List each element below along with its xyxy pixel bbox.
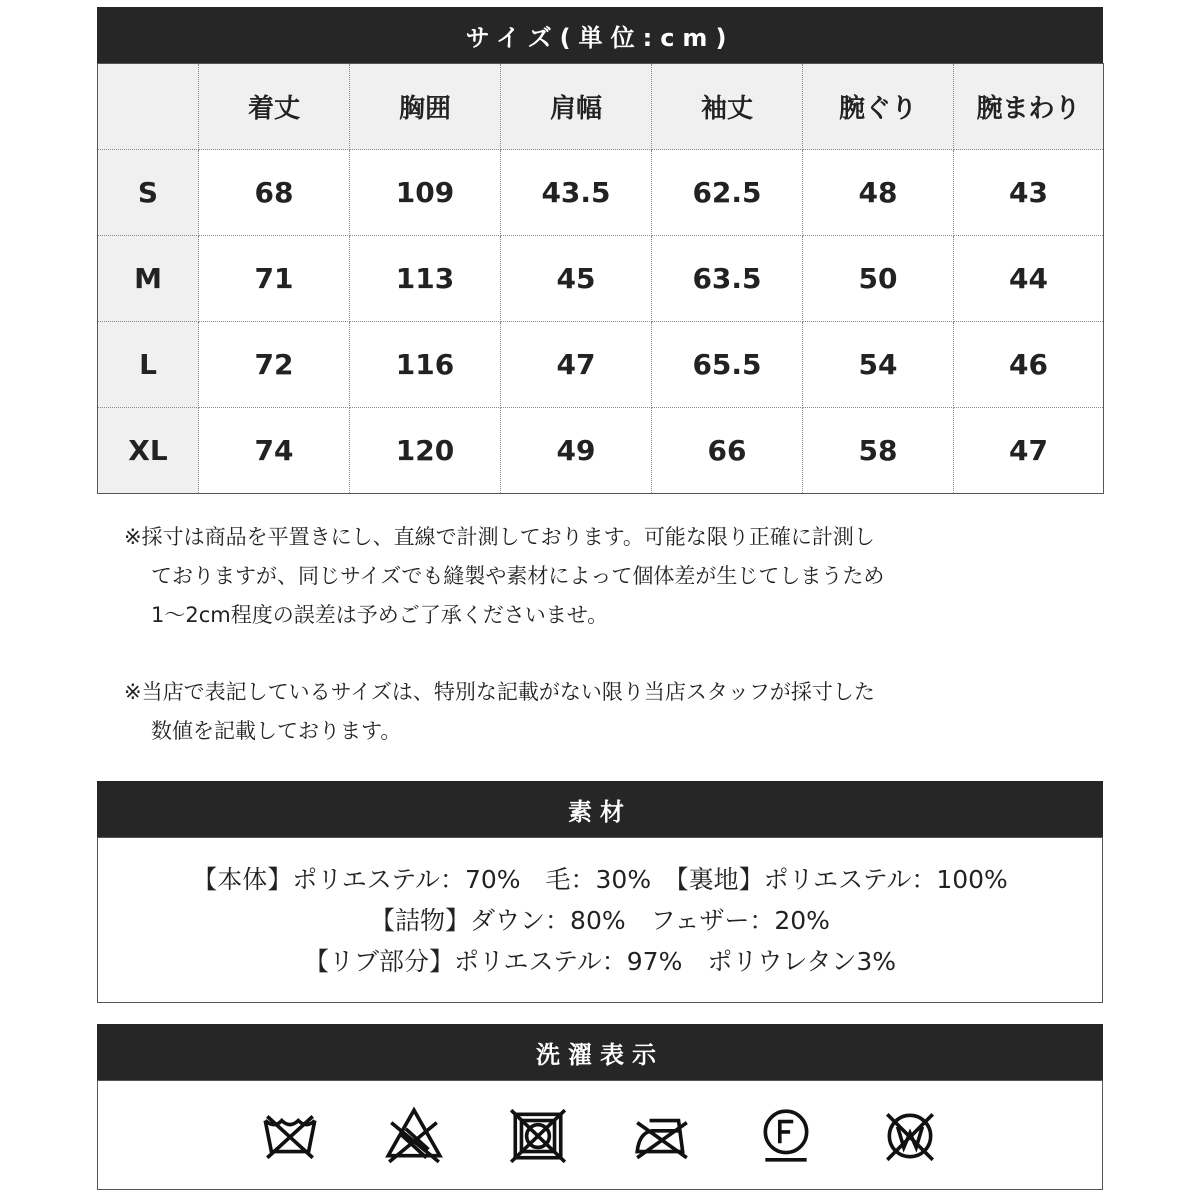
note-line: ※採寸は商品を平置きにし、直線で計測しております。可能な限り正確に計測し [124,525,875,549]
table-row [98,236,1104,322]
table-row [98,408,1104,494]
table-cell: 71 [199,236,350,322]
size-table [97,63,1104,494]
column-header: 肩幅 [501,64,652,150]
material-line: 【リブ部分】ポリエステル：97% ポリウレタン3% [304,946,896,976]
column-header: 腕ぐり [803,64,954,150]
table-cell: 47 [954,408,1104,494]
table-cell: 116 [350,322,501,408]
no-wash-icon [231,1100,349,1170]
care-box [97,1080,1103,1190]
size-note [124,673,1024,751]
column-header: 胸囲 [350,64,501,150]
table-cell: 113 [350,236,501,322]
table-cell: 48 [803,150,954,236]
table-cell: 43.5 [501,150,652,236]
table-cell: 62.5 [652,150,803,236]
table-cell: 66 [652,408,803,494]
column-header: 袖丈 [652,64,803,150]
no-tumble-dry-icon [479,1100,597,1170]
table-cell: 109 [350,150,501,236]
table-cell: 58 [803,408,954,494]
no-iron-icon [603,1100,721,1170]
table-cell: 50 [803,236,954,322]
note-line: 1～2cm程度の誤差は予めご了承くださいませ。 [151,603,609,627]
table-cell: 72 [199,322,350,408]
no-wet-clean-icon [851,1100,969,1170]
material-line: 【詰物】ダウン：80% フェザー：20% [370,905,830,935]
material-section-title: 素材 [97,781,1103,837]
table-cell: 46 [954,322,1104,408]
material-box [97,837,1103,1003]
table-row [98,322,1104,408]
column-header: 着丈 [199,64,350,150]
note-line: 数値を記載しております。 [151,719,402,743]
column-header: 腕まわり [954,64,1104,150]
size-label: M [98,236,199,322]
table-row [98,150,1104,236]
no-bleach-icon [355,1100,473,1170]
table-cell: 44 [954,236,1104,322]
care-section-title: 洗濯表示 [97,1024,1103,1080]
table-cell: 43 [954,150,1104,236]
table-cell: 74 [199,408,350,494]
table-cell: 120 [350,408,501,494]
size-label: XL [98,408,199,494]
size-label: S [98,150,199,236]
note-line: ておりますが、同じサイズでも縫製や素材によって個体差が生じてしまうため [151,564,885,588]
table-cell: 49 [501,408,652,494]
material-line: 【本体】ポリエステル：70% 毛：30% 【裏地】ポリエステル：100% [192,864,1008,894]
table-cell: 54 [803,322,954,408]
table-cell: 65.5 [652,322,803,408]
size-section-title: サイズ(単位:cm) [97,7,1103,63]
table-header-row [98,64,1104,150]
measurement-note [124,518,1024,635]
table-cell: 68 [199,150,350,236]
table-cell: 45 [501,236,652,322]
dry-clean-f-icon [727,1100,845,1170]
table-cell: 47 [501,322,652,408]
note-line: ※当店で表記しているサイズは、特別な記載がない限り当店スタッフが採寸した [124,680,875,704]
table-cell: 63.5 [652,236,803,322]
size-label: L [98,322,199,408]
table-corner-cell [98,64,199,150]
